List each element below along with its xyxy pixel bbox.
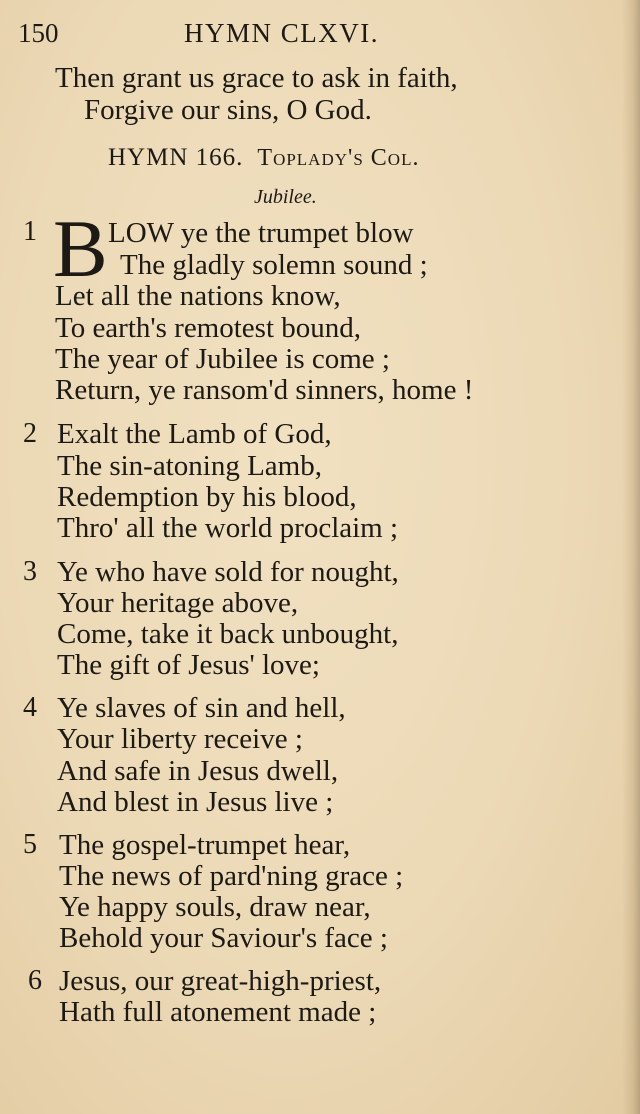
verse-line: And safe in Jesus dwell, bbox=[57, 755, 339, 787]
verse-line: The year of Jubilee is come ; bbox=[55, 343, 390, 375]
page-number: 150 bbox=[18, 18, 59, 48]
stanza-number: 4 bbox=[23, 692, 37, 723]
verse-line: Hath full atonement made ; bbox=[59, 996, 377, 1028]
verse-line: Jesus, our great-high-priest, bbox=[59, 965, 382, 997]
hymn-tune: Jubilee. bbox=[254, 186, 317, 208]
verse-line: The gladly solemn sound ; bbox=[120, 249, 428, 281]
verse-line: Return, ye ransom'd sinners, home ! bbox=[55, 374, 474, 406]
hymn-source: Toplady's Col. bbox=[257, 145, 420, 171]
drop-cap: B bbox=[53, 203, 108, 294]
prev-hymn-line: Forgive our sins, O God. bbox=[84, 94, 372, 126]
verse-line: Come, take it back unbought, bbox=[57, 618, 399, 650]
verse-line: Thro' all the world proclaim ; bbox=[57, 512, 399, 544]
verse-line: The sin-atoning Lamb, bbox=[57, 450, 322, 482]
stanza-number: 5 bbox=[23, 829, 37, 860]
verse-line: Behold your Saviour's face ; bbox=[59, 922, 388, 954]
verse-line: The news of pard'ning grace ; bbox=[59, 860, 404, 892]
verse-line: The gospel-trumpet hear, bbox=[59, 829, 351, 861]
verse-line: Ye slaves of sin and hell, bbox=[57, 692, 346, 724]
stanza-number: 1 bbox=[23, 216, 37, 247]
verse-line: Your liberty receive ; bbox=[57, 723, 303, 755]
stanza-number: 3 bbox=[23, 556, 37, 587]
verse-line: LOW ye the trumpet blow bbox=[108, 217, 414, 249]
verse-line: Redemption by his blood, bbox=[57, 481, 357, 513]
verse-line: Ye happy souls, draw near, bbox=[59, 891, 371, 923]
prev-hymn-line: Then grant us grace to ask in faith, bbox=[55, 62, 458, 94]
page-edge-shadow bbox=[622, 0, 640, 1114]
hymn-title: HYMN 166. bbox=[108, 144, 244, 171]
verse-line: And blest in Jesus live ; bbox=[57, 786, 334, 818]
verse-line: Your heritage above, bbox=[57, 587, 299, 619]
verse-line: The gift of Jesus' love; bbox=[57, 649, 320, 681]
stanza-number: 2 bbox=[23, 418, 37, 449]
running-head: HYMN CLXVI. bbox=[184, 18, 379, 48]
verse-line: Exalt the Lamb of God, bbox=[57, 418, 332, 450]
stanza-number: 6 bbox=[28, 965, 42, 996]
verse-line: Let all the nations know, bbox=[55, 280, 341, 312]
hymn-heading bbox=[108, 144, 419, 172]
verse-line: To earth's remotest bound, bbox=[55, 312, 362, 344]
verse-line: Ye who have sold for nought, bbox=[57, 556, 399, 588]
